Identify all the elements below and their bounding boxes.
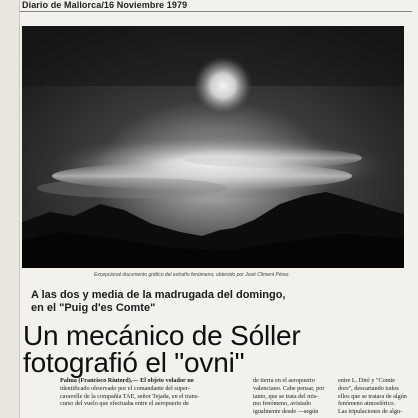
article-line: ellos que se tratara de algún bbox=[338, 392, 407, 400]
article-line: identificado observado por el comandante del super- bbox=[60, 384, 190, 392]
article-column-1 bbox=[60, 377, 238, 418]
headline-line-1: Un mecánico de Sóller bbox=[23, 320, 301, 351]
ufo-photograph bbox=[22, 26, 404, 268]
article-line: igualmente desde —según bbox=[253, 408, 319, 416]
headline bbox=[23, 322, 415, 376]
article-line: valenciano. Cabe pensar, por bbox=[253, 384, 325, 392]
article-column-2 bbox=[253, 377, 331, 418]
article-line: Las tripulaciones de algu- bbox=[338, 408, 403, 416]
page-edge bbox=[0, 0, 20, 418]
article-line: Palma (Francisco Riutord).— El objeto volador no bbox=[60, 377, 194, 384]
article-line: dors", descartando todos bbox=[338, 384, 399, 392]
article-line: de tierra en el aeropuerto bbox=[253, 377, 315, 384]
subheadline bbox=[31, 289, 411, 315]
top-rule bbox=[20, 11, 412, 12]
photo-image bbox=[22, 26, 404, 268]
article-line: mo fenómeno, avistado bbox=[253, 400, 311, 408]
ufo-orb bbox=[193, 56, 253, 116]
article-line: entre L. Diré y "Comte bbox=[338, 377, 395, 384]
article-line: curso del vuelo que efectuaba entre el aeropuerto de bbox=[60, 400, 189, 408]
subheadline-line-1: A las dos y media de la madrugada del domingo, bbox=[31, 289, 286, 301]
subheadline-line-2: en el "Puig d'es Comte" bbox=[31, 302, 156, 314]
photo-caption: Excepcional documento gráfico del extraño fenómeno, obtenido por José Climent Pérez. bbox=[94, 272, 290, 278]
headline-line-2: fotografió el "ovni" bbox=[23, 347, 245, 378]
masthead: Diario de Mallorca/16 Noviembre 1979 bbox=[22, 0, 188, 10]
article-line: tanto, que se trata del mis- bbox=[253, 392, 319, 400]
article-line: caravelle de la compañía TAE, señor Tejada, en el trans- bbox=[60, 392, 200, 400]
article-line: fenómeno atmosférico. bbox=[338, 400, 396, 408]
article-column-3 bbox=[338, 377, 414, 418]
